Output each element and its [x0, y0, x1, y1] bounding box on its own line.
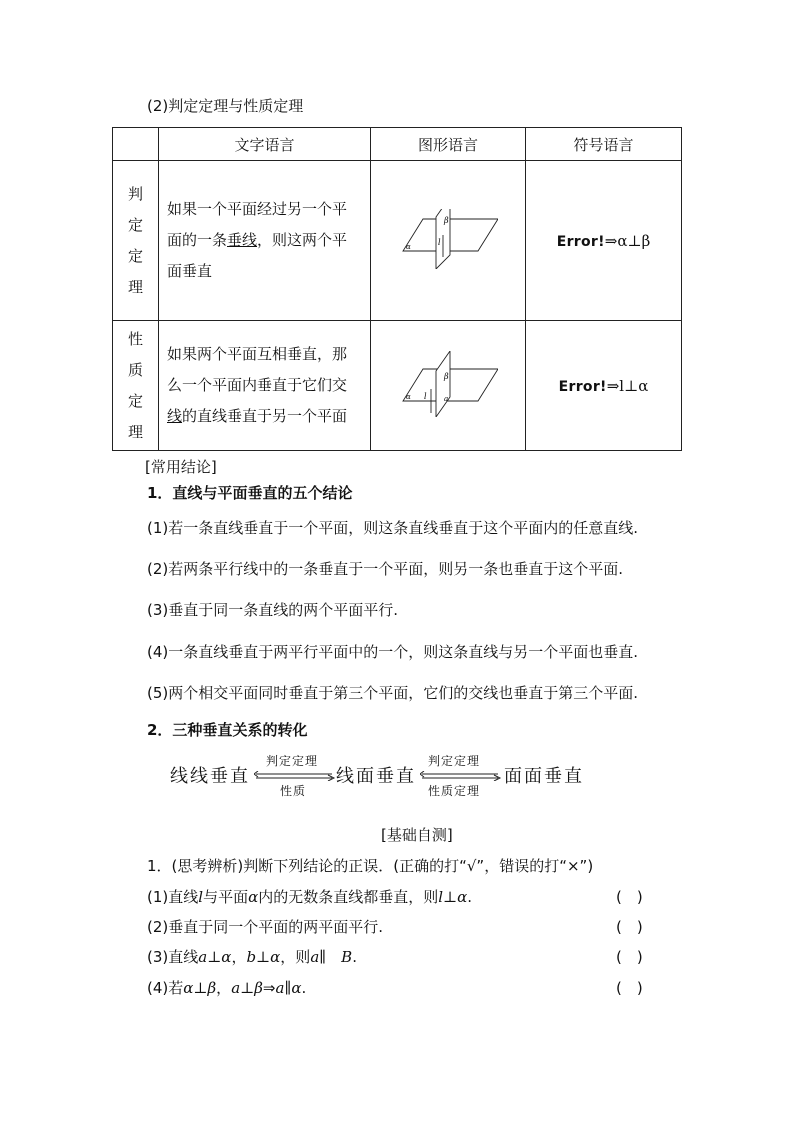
- header-symbol-language: 符号语言: [526, 128, 682, 161]
- text-line: 么一个平面内垂直于它们交: [167, 376, 348, 394]
- item-text: ⇒: [262, 979, 276, 997]
- arrow-1-bottom-label: 性质: [280, 784, 307, 798]
- row-label-char: 定: [127, 391, 143, 410]
- text-line: 如果一个平面经过另一个平: [167, 200, 348, 218]
- row-label-char: 定: [127, 215, 143, 234]
- symbol-property: [526, 321, 682, 451]
- conclusion-item: (5)两个相交平面同时垂直于第三个平面，它们的交线也垂直于第三个平面.: [147, 684, 639, 702]
- underlined-term: 垂线: [227, 231, 258, 249]
- label-alpha: α: [406, 392, 411, 401]
- conclusion-item: (1)若一条直线垂直于一个平面，则这条直线垂直于这个平面内的任意直线.: [147, 519, 639, 537]
- math-var: α: [248, 888, 259, 906]
- row-label-char: 质: [127, 360, 143, 379]
- conclusion-item: (2)若两条平行线中的一条垂直于一个平面，则另一条也垂直于这个平面.: [147, 560, 624, 578]
- item-text: (1)直线: [147, 888, 199, 906]
- row-label-char: 定: [127, 246, 143, 265]
- chain-term-line-plane: 线面垂直: [336, 766, 416, 787]
- row-label-char: 理: [127, 422, 143, 441]
- label-alpha: α: [406, 242, 411, 251]
- math-expr: a⊥α: [198, 948, 232, 966]
- self-test-tag: [基础自测]: [381, 826, 453, 844]
- self-test-item: [147, 946, 357, 967]
- text-line: [167, 401, 364, 432]
- section-title: (2)判定定理与性质定理: [147, 97, 304, 115]
- math-var: l: [198, 888, 204, 906]
- item-text: ，: [231, 948, 247, 966]
- self-test-item: [147, 886, 472, 907]
- arrow-2-top-label: 判定定理: [428, 754, 481, 768]
- table-row-judgment: [113, 161, 682, 321]
- symbol-error: Error!: [556, 233, 605, 250]
- text-language-property: [159, 321, 371, 451]
- item-text: (4)若: [147, 979, 184, 997]
- conclusion-item: (3)垂直于同一条直线的两个平面平行.: [147, 601, 399, 619]
- item-text: (3)直线: [147, 948, 199, 966]
- text-language-judgment: [159, 161, 371, 321]
- answer-blank[interactable]: ( ): [616, 918, 643, 936]
- row-label-char: 理: [127, 277, 143, 296]
- chain-term-line-line: 线线垂直: [170, 766, 250, 787]
- row-label-property: [113, 321, 159, 451]
- header-cell-empty: [113, 128, 159, 161]
- item-text: ，则: [280, 948, 311, 966]
- math-expr: a∥α: [275, 979, 302, 997]
- double-arrow-icon: [420, 771, 502, 781]
- answer-blank[interactable]: ( ): [616, 948, 643, 966]
- label-beta: β: [444, 215, 449, 225]
- row-label-char: 判: [127, 184, 143, 203]
- math-expr: a⊥β: [231, 979, 263, 997]
- item-text: .: [352, 948, 357, 966]
- item-text: 与平面: [203, 888, 249, 906]
- math-expr: l⊥α: [438, 888, 468, 906]
- figure-property: [371, 321, 526, 451]
- math-expr: b⊥α: [246, 948, 281, 966]
- header-figure-language: 图形语言: [371, 128, 526, 161]
- perpendicular-relation-chain: [170, 752, 610, 798]
- symbol-conclusion: ⇒α⊥β: [604, 231, 651, 250]
- text-part: ，则这两个平: [257, 231, 348, 249]
- math-expr: α⊥β: [183, 979, 217, 997]
- label-beta: β: [444, 371, 449, 381]
- text-line: 面垂直: [167, 262, 213, 280]
- symbol-judgment: [526, 161, 682, 321]
- conclusions-heading-2: 2．三种垂直关系的转化: [147, 721, 308, 739]
- item-text: 内的无数条直线都垂直，则: [258, 888, 439, 906]
- conclusions-heading-1: 1．直线与平面垂直的五个结论: [147, 484, 353, 502]
- figure-judgment: [371, 161, 526, 321]
- text-line: [167, 225, 364, 256]
- row-label-judgment: [113, 161, 159, 321]
- text-part: 的直线垂直于另一个平面: [182, 407, 348, 425]
- item-text: ，: [216, 979, 232, 997]
- double-arrow-icon: [254, 771, 336, 781]
- item-text: .: [467, 888, 473, 906]
- label-l: l: [424, 391, 427, 401]
- table-row-property: [113, 321, 682, 451]
- conclusion-item: (4)一条直线垂直于两平行平面中的一个，则这条直线与另一个平面也垂直.: [147, 643, 639, 661]
- symbol-error: Error!: [558, 378, 607, 395]
- conclusions-tag: [常用结论]: [145, 458, 217, 476]
- perpendicular-planes-figure: [398, 209, 498, 269]
- label-l: l: [438, 237, 441, 247]
- perpendicular-planes-figure: [398, 351, 498, 417]
- symbol-conclusion: ⇒l⊥α: [606, 376, 649, 395]
- arrow-2-bottom-label: 性质定理: [428, 784, 481, 798]
- table-header-row: [113, 128, 682, 161]
- answer-blank[interactable]: ( ): [616, 979, 643, 997]
- arrow-1-top-label: 判定定理: [266, 754, 319, 768]
- math-expr: a∥ B: [310, 948, 353, 966]
- answer-blank[interactable]: ( ): [616, 888, 643, 906]
- header-text-language: 文字语言: [159, 128, 371, 161]
- self-test-item: [147, 977, 306, 998]
- underlined-term: 线: [167, 407, 183, 425]
- self-test-question: 1．(思考辨析)判断下列结论的正误．(正确的打“√”，错误的打“×”): [147, 857, 594, 875]
- text-line: 如果两个平面互相垂直，那: [167, 345, 348, 363]
- row-label-char: 性: [127, 329, 143, 348]
- self-test-item: (2)垂直于同一个平面的两平面平行.: [147, 918, 384, 936]
- item-text: .: [301, 979, 307, 997]
- theorem-table: [112, 127, 682, 451]
- label-a: a: [444, 394, 449, 403]
- text-part: 面的一条: [167, 231, 228, 249]
- chain-term-plane-plane: 面面垂直: [504, 766, 584, 787]
